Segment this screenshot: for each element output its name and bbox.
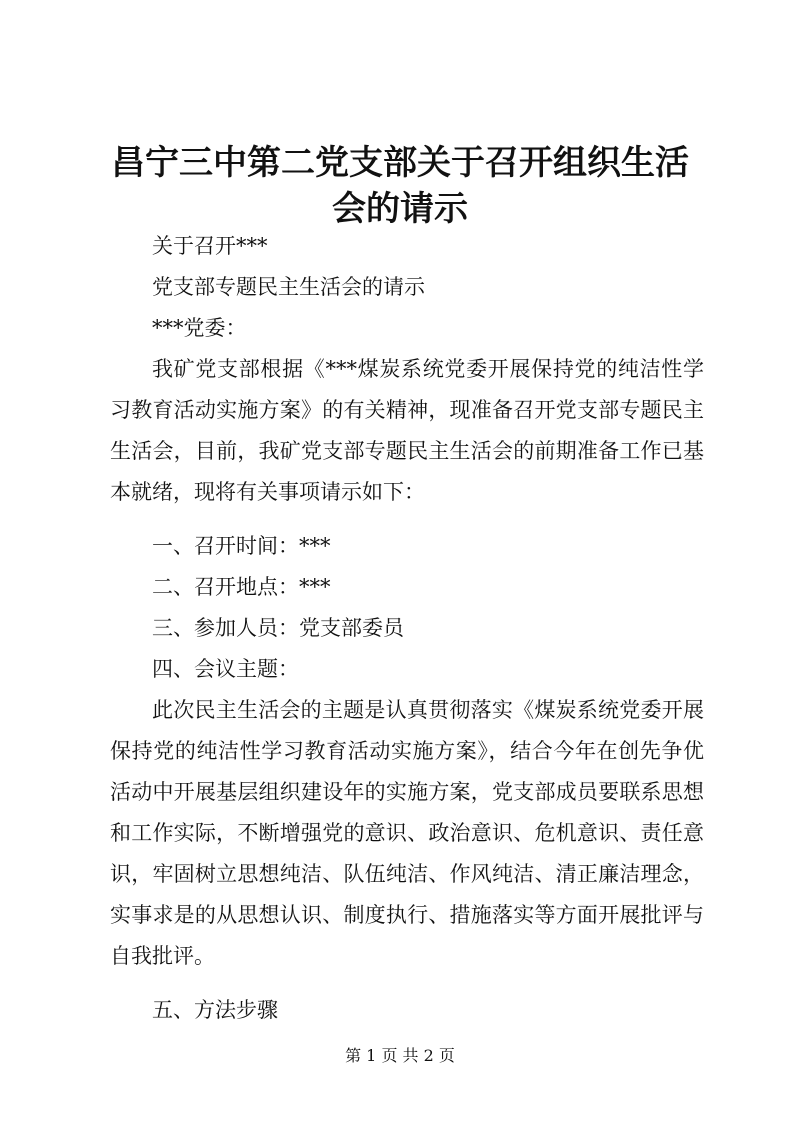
paragraph-item-theme: 四、会议主题： bbox=[152, 657, 299, 681]
paragraph-subject-line-1: 关于召开*** bbox=[152, 234, 268, 258]
paragraph-item-method: 五、方法步骤 bbox=[152, 998, 278, 1022]
document-body bbox=[110, 226, 704, 1031]
paragraph-recipient: ***党委： bbox=[152, 316, 247, 340]
paragraph-subject-line-2: 党支部专题民主生活会的请示 bbox=[152, 275, 425, 299]
paragraph-item-location: 二、召开地点：*** bbox=[152, 575, 331, 599]
document-title: 昌宁三中第二党支部关于召开组织生活会的请示 bbox=[111, 143, 689, 229]
paragraph-item-time: 一、召开时间：*** bbox=[152, 534, 331, 558]
paragraph-intro: 我矿党支部根据《***煤炭系统党委开展保持党的纯洁性学习教育活动实施方案》的有关精神，现准备召开党支部专题民主生活会，目前，我矿党支部专题民主生活会的前期准备工作已基本就绪，现将有关事项请示如下： bbox=[110, 357, 704, 504]
paragraph-item-participants: 三、参加人员：党支部委员 bbox=[152, 616, 404, 640]
page-footer: 第 1 页 共 2 页 bbox=[345, 1046, 455, 1065]
paragraph-theme-detail: 此次民主生活会的主题是认真贯彻落实《煤炭系统党委开展保持党的纯洁性学习教育活动实施方案》，结合今年在创先争优活动中开展基层组织建设年的实施方案，党支部成员要联系思想和工作实际，不断增强党的意识、政治意识、危机意识、责任意识，牢固树立思想纯洁、队伍纯洁、作风纯洁、清正廉洁理念，实事求是的从思想认识、制度执行、措施落实等方面开展批评与自我批评。 bbox=[110, 698, 704, 968]
